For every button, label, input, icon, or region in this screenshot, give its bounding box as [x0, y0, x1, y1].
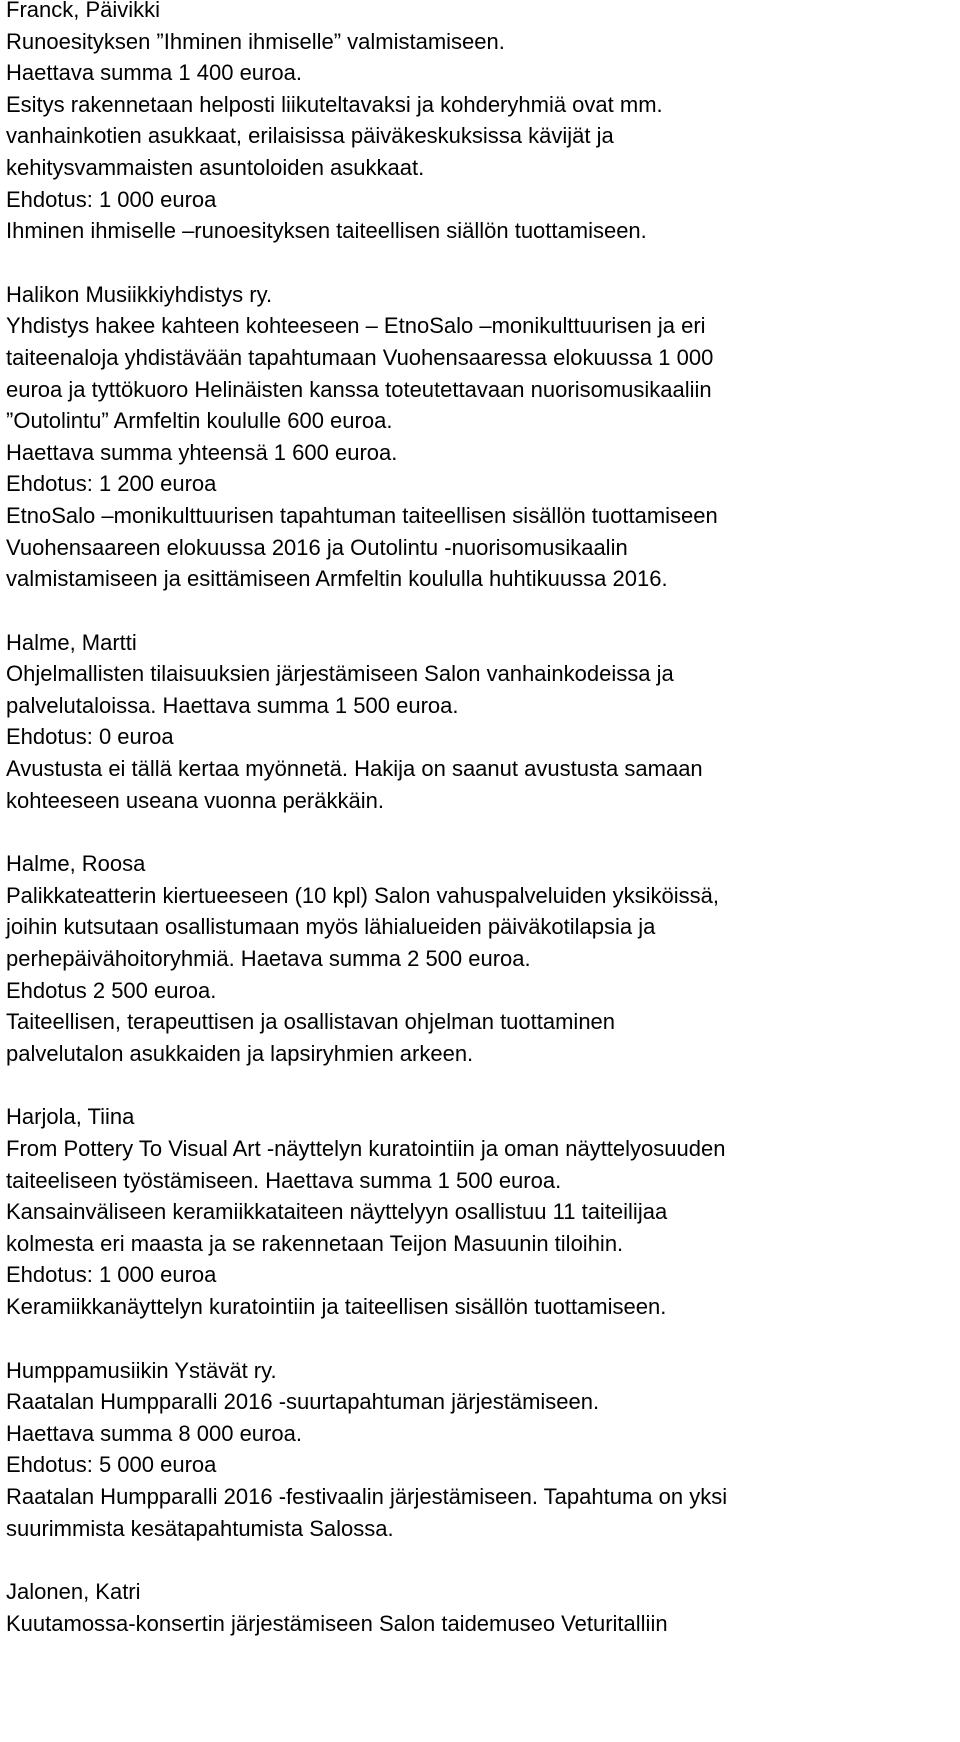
applicant-name: Jalonen, Katri — [6, 1579, 141, 1605]
grant-entry — [6, 848, 960, 1069]
entry-text-line: Yhdistys hakee kahteen kohteeseen – EtnoSalo –monikulttuurisen ja eri — [6, 313, 706, 339]
applicant-name: Halikon Musiikkiyhdistys ry. — [6, 281, 273, 307]
entry-text-line: Haettava summa 1 400 euroa. — [6, 60, 302, 86]
applicant-name: Halme, Martti — [6, 629, 137, 655]
applicant-name: Halme, Roosa — [6, 851, 146, 877]
entry-text-line: Ehdotus: 1 200 euroa — [6, 471, 217, 497]
entry-text-line: Runoesityksen ”Ihminen ihmiselle” valmistamiseen. — [6, 28, 505, 54]
entry-text-line: ”Outolintu” Armfeltin koululle 600 euroa. — [6, 408, 393, 434]
entry-text-line: Haettava summa yhteensä 1 600 euroa. — [6, 439, 398, 465]
entry-text-line: Haettava summa 8 000 euroa. — [6, 1420, 302, 1446]
entry-text-line: Taiteellisen, terapeuttisen ja osallistavan ohjelman tuottaminen — [6, 1009, 616, 1035]
entry-text-line: suurimmista kesätapahtumista Salossa. — [6, 1515, 394, 1541]
entry-text-line: joihin kutsutaan osallistumaan myös lähialueiden päiväkotilapsia ja — [6, 914, 656, 940]
grant-entry — [6, 627, 960, 817]
grant-entry — [6, 1101, 960, 1322]
entry-text-line: Palikkateatterin kiertueeseen (10 kpl) Salon vahuspalveluiden yksiköissä, — [6, 882, 719, 908]
grant-entry — [6, 0, 960, 247]
entry-text-line: kehitysvammaisten asuntoloiden asukkaat. — [6, 154, 425, 180]
entry-text-line: palvelutaloissa. Haettava summa 1 500 euroa. — [6, 692, 459, 718]
applicant-name: Humppamusiikin Ystävät ry. — [6, 1357, 277, 1383]
entry-text-line: Ehdotus 2 500 euroa. — [6, 977, 217, 1003]
entry-text-line: Raatalan Humpparalli 2016 -festivaalin järjestämiseen. Tapahtuma on yksi — [6, 1483, 728, 1509]
entry-text-line: Vuohensaareen elokuussa 2016 ja Outolintu -nuorisomusikaalin — [6, 534, 628, 560]
entry-text-line: kolmesta eri maasta ja se rakennetaan Teijon Masuunin tiloihin. — [6, 1230, 624, 1256]
entry-text-line: kohteeseen useana vuonna peräkkäin. — [6, 787, 384, 813]
entry-text-line: perhepäivähoitoryhmiä. Haetava summa 2 500 euroa. — [6, 946, 531, 972]
entry-text-line: taiteenaloja yhdistävään tapahtumaan Vuohensaaressa elokuussa 1 000 — [6, 344, 714, 370]
entry-text-line: EtnoSalo –monikulttuurisen tapahtuman taiteellisen sisällön tuottamiseen — [6, 502, 718, 528]
entry-text-line: Raatalan Humpparalli 2016 -suurtapahtuman järjestämiseen. — [6, 1389, 600, 1415]
entry-text-line: Kuutamossa-konsertin järjestämiseen Salon taidemuseo Veturitalliin — [6, 1610, 668, 1636]
entry-text-line: palvelutalon asukkaiden ja lapsiryhmien arkeen. — [6, 1040, 474, 1066]
entry-text-line: vanhainkotien asukkaat, erilaisissa päiväkeskuksissa kävijät ja — [6, 123, 614, 149]
grant-entry — [6, 279, 960, 595]
entry-text-line: Ohjelmallisten tilaisuuksien järjestämiseen Salon vanhainkodeissa ja — [6, 661, 674, 687]
grant-entries-list — [6, 0, 960, 1639]
grant-entry — [6, 1576, 960, 1639]
entry-text-line: valmistamiseen ja esittämiseen Armfeltin koululla huhtikuussa 2016. — [6, 566, 668, 592]
entry-text-line: Avustusta ei tällä kertaa myönnetä. Hakija on saanut avustusta samaan — [6, 756, 703, 782]
entry-text-line: taiteeliseen työstämiseen. Haettava summa 1 500 euroa. — [6, 1167, 562, 1193]
entry-text-line: Ihminen ihmiselle –runoesityksen taiteellisen siällön tuottamiseen. — [6, 218, 647, 244]
entry-text-line: Ehdotus: 1 000 euroa — [6, 186, 217, 212]
entry-text-line: euroa ja tyttökuoro Helinäisten kanssa toteutettavaan nuorisomusikaaliin — [6, 376, 712, 402]
entry-text-line: From Pottery To Visual Art -näyttelyn kuratointiin ja oman näyttelyosuuden — [6, 1136, 726, 1161]
applicant-name: Harjola, Tiina — [6, 1104, 135, 1130]
entry-text-line: Keramiikkanäyttelyn kuratointiin ja taiteellisen sisällön tuottamiseen. — [6, 1293, 667, 1319]
applicant-name: Franck, Päivikki — [6, 0, 161, 22]
grant-entry — [6, 1355, 960, 1545]
entry-text-line: Ehdotus: 1 000 euroa — [6, 1262, 217, 1288]
entry-text-line: Ehdotus: 5 000 euroa — [6, 1452, 217, 1478]
entry-text-line: Esitys rakennetaan helposti liikuteltavaksi ja kohderyhmiä ovat mm. — [6, 91, 663, 117]
entry-text-line: Kansainväliseen keramiikkataiteen näyttelyyn osallistuu 11 taiteilijaa — [6, 1199, 668, 1225]
entry-text-line: Ehdotus: 0 euroa — [6, 724, 174, 750]
